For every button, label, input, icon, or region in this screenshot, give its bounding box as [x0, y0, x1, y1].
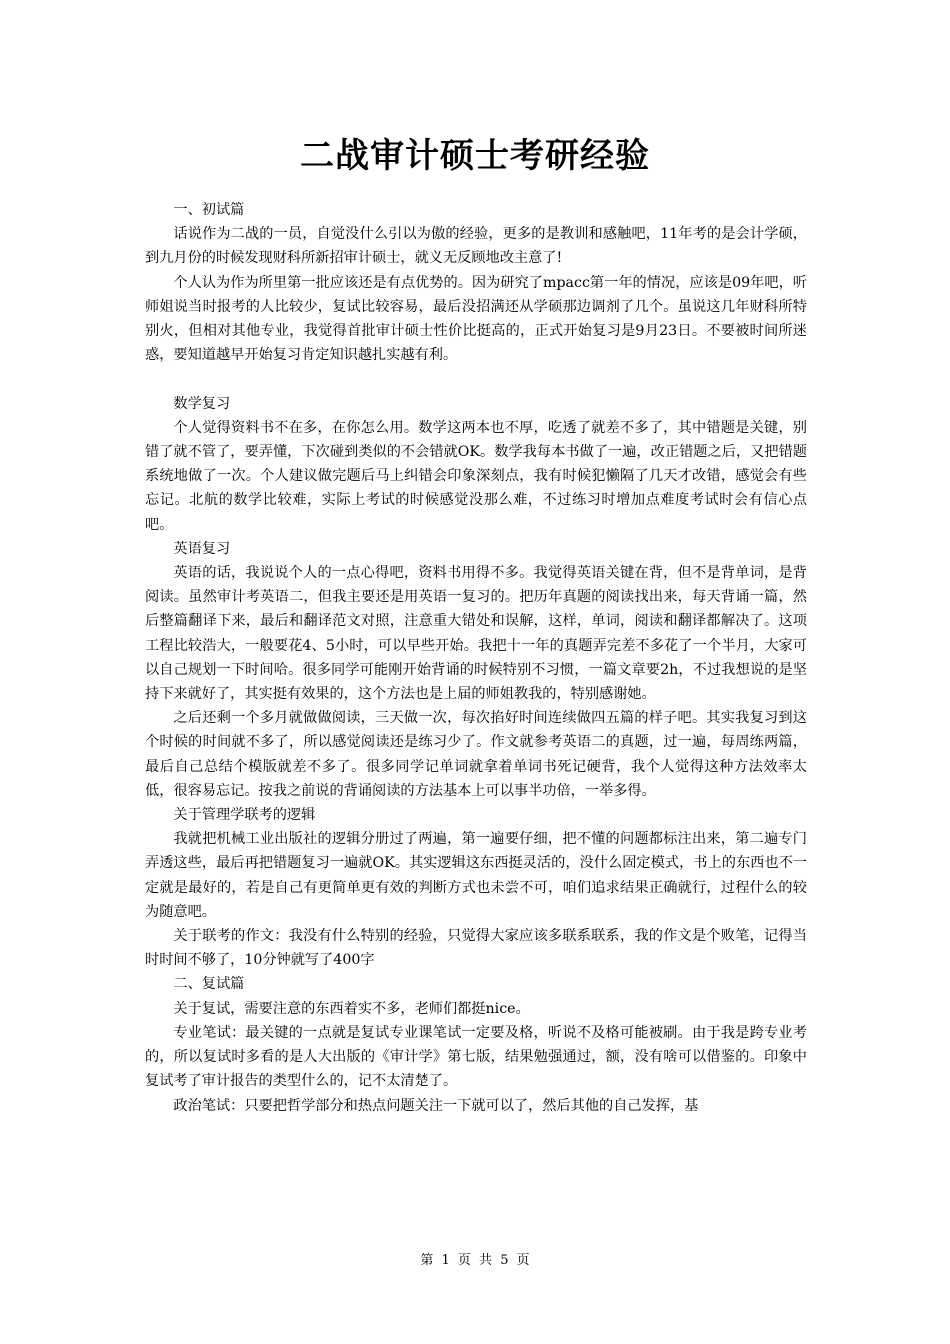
paragraph: 专业笔试：最关键的一点就是复试专业课笔试一定要及格，听说不及格可能被刷。由于我是跨专业考的，所以复试时多看的是人大出版的《审计学》第七版，结果勉强通过，额，没有啥可以借鉴的。印象中复试考了审计报告的类型什么的，记不太清楚了。 — [145, 1024, 807, 1090]
subheading-english: 英语复习 — [173, 540, 231, 557]
paragraph: 个人认为作为所里第一批应该还是有点优势的。因为研究了mpacc第一年的情况，应该是09年吧，听师姐说当时报考的人比较少，复试比较容易，最后没招满还从学硕那边调剂了几个。虽说这几年财科所特别火，但相对其他专业，我觉得首批审计硕士性价比挺高的，正式开始复习是9月23日。不要被时间所迷惑，要知道越早开始复习肯定知识越扎实越有利。 — [145, 274, 807, 364]
paragraph: 英语的话，我说说个人的一点心得吧，资料书用得不多。我觉得英语关键在背，但不是背单词，是背阅读。虽然审计考英语二，但我主要还是用英语一复习的。把历年真题的阅读找出来，每天背诵一篇，然后整篇翻译下来，最后和翻译范文对照，注意重大错处和误解，这样，单词，阅读和翻译都解决了。这项工程比较浩大，一般要花4、5小时，可以早些开始。我把十一年的真题弄完差不多花了一个半月，大家可以自己规划一下时间哈。很多同学可能刚开始背诵的时候特别不习惯，一篇文章要2h，不过我想说的是坚持下来就好了，其实挺有效果的，这个方法也是上届的师姐教我的，特别感谢她。 — [145, 565, 807, 703]
document-title: 二战审计硕士考研经验 — [300, 136, 650, 176]
blank-line — [145, 367, 807, 391]
paragraph: 话说作为二战的一员，自觉没什么引以为傲的经验，更多的是教训和感触吧，11年考的是会计学硕，到九月份的时候发现财科所新招审计硕士，就义无反顾地改主意了! — [145, 226, 807, 267]
section-heading-initial-exam: 一、初试篇 — [173, 202, 245, 218]
document-body — [145, 198, 807, 1118]
subheading-math: 数学复习 — [173, 395, 231, 412]
paragraph: 个人觉得资料书不在多，在你怎么用。数学这两本也不厚，吃透了就差不多了，其中错题是关键，别错了就不管了，要弄懂，下次碰到类似的不会错就OK。数学我每本书做了一遍，改正错题之后，又把错题系统地做了一次。个人建议做完题后马上纠错会印象深刻点，我有时候犯懒隔了几天才改错，感觉会有些忘记。北航的数学比较难，实际上考试的时候感觉没那么难，不过练习时增加点难度考试时会有信心点吧。 — [145, 419, 807, 533]
section-heading-retest: 二、复试篇 — [173, 976, 245, 993]
paragraph: 关于复试，需要注意的东西着实不多，老师们都挺nice。 — [173, 1000, 530, 1017]
paragraph: 关于联考的作文：我没有什么特别的经验，只觉得大家应该多联系联系，我的作文是个败笔，记得当时时间不够了，10分钟就写了400字 — [145, 928, 807, 969]
paragraph: 政治笔试：只要把哲学部分和热点问题关注一下就可以了，然后其他的自己发挥，基 — [173, 1097, 699, 1114]
paragraph: 之后还剩一个多月就做做阅读，三天做一次，每次掐好时间连续做四五篇的样子吧。其实我复习到这个时候的时间就不多了，所以感觉阅读还是练习少了。作文就参考英语二的真题，过一遍，每周练两篇，最后自己总结个模版就差不多了。很多同学记单词就拿着单词书死记硬背，我个人觉得这种方法效率太低，很容易忘记。按我之前说的背诵阅读的方法基本上可以事半功倍，一举多得。 — [145, 710, 807, 799]
page-footer: 第 1 页 共 5 页 — [420, 1253, 530, 1268]
paragraph: 我就把机械工业出版社的逻辑分册过了两遍，第一遍要仔细，把不懂的问题都标注出来，第二遍专门弄透这些，最后再把错题复习一遍就OK。其实逻辑这东西挺灵活的，没什么固定模式，书上的东西也不一定就是最好的，若是自己有更简单更有效的判断方式也未尝不可，咱们追求结果正确就行，过程什么的较为随意吧。 — [145, 831, 807, 920]
subheading-logic: 关于管理学联考的逻辑 — [173, 807, 316, 824]
